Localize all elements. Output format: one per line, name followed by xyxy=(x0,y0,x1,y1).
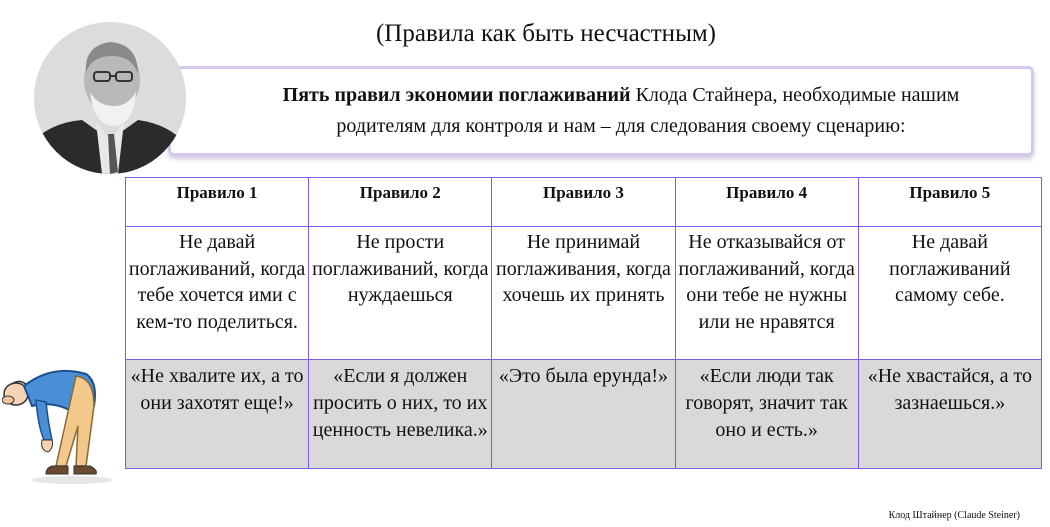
rule-3-quote: «Это была ерунда!» xyxy=(492,360,675,469)
intro-bold: Пять правил экономии поглаживаний xyxy=(282,84,631,106)
rule-1-text: Не давай поглаживаний, когда тебе хочется ими с кем-то поделиться. xyxy=(126,227,309,360)
rules-quote-row xyxy=(126,360,1042,469)
rule-2-quote: «Если я должен просить о них, то их ценность невелика.» xyxy=(309,360,492,469)
portrait-image xyxy=(34,22,186,174)
rule-5-text: Не давай поглаживаний самому себе. xyxy=(858,227,1041,360)
intro-rest: Клода Стайнера, необходимые нашим родителям для контроля и нам – для следования своему сценарию: xyxy=(336,84,960,137)
rule-3-header: Правило 3 xyxy=(492,178,675,227)
rules-description-row xyxy=(126,227,1042,360)
rule-3-text: Не принимай поглаживания, когда хочешь их принять xyxy=(492,227,675,360)
rule-2-text: Не прости поглаживаний, когда нуждаешься xyxy=(309,227,492,360)
intro-text xyxy=(236,80,1006,142)
intro-box xyxy=(168,66,1034,156)
portrait-photo xyxy=(34,22,186,174)
rule-5-quote: «Не хвастайся, а то зазнаешься.» xyxy=(858,360,1041,469)
image-credit: Клод Штайнер (Claude Steiner) xyxy=(888,510,1020,521)
rule-4-quote: «Если люди так говорят, значит так оно и есть.» xyxy=(675,360,858,469)
rule-2-header: Правило 2 xyxy=(309,178,492,227)
rule-4-text: Не отказывайся от поглаживаний, когда они тебе не нужны или не нравятся xyxy=(675,227,858,360)
slide-title: (Правила как быть несчастным) xyxy=(375,20,717,47)
rules-table xyxy=(125,177,1042,469)
rule-1-header: Правило 1 xyxy=(126,178,309,227)
rule-5-header: Правило 5 xyxy=(858,178,1041,227)
bent-man-illustration xyxy=(2,356,128,498)
bent-man-image xyxy=(2,356,128,498)
rules-header-row xyxy=(126,178,1042,227)
rule-1-quote: «Не хвалите их, а то они захотят еще!» xyxy=(126,360,309,469)
rule-4-header: Правило 4 xyxy=(675,178,858,227)
